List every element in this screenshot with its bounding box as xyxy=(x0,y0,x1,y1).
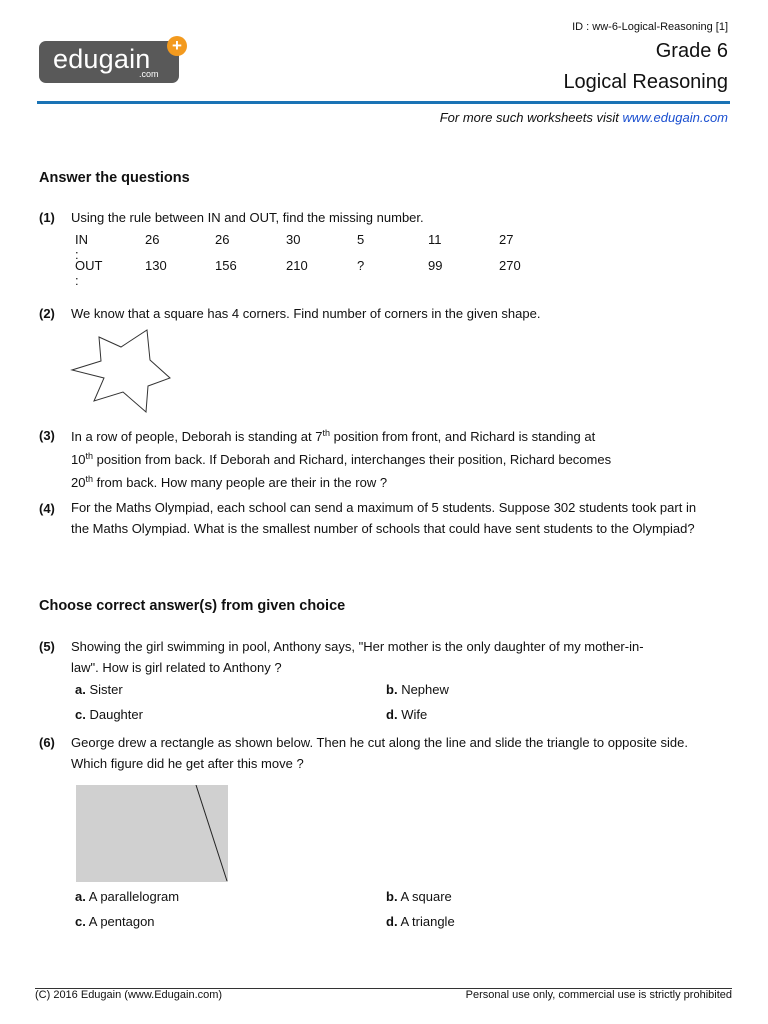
rectangle-shape xyxy=(76,785,228,882)
option-letter: b. xyxy=(386,889,398,904)
in-cell: 5 xyxy=(357,232,365,247)
in-cell: 30 xyxy=(286,232,301,247)
question-text-3 xyxy=(71,426,731,493)
out-label: OUT : xyxy=(75,258,103,288)
rectangle-cut-figure xyxy=(76,785,228,882)
question-number-3: (3) xyxy=(39,428,55,443)
option-d[interactable] xyxy=(386,707,427,722)
in-label: IN : xyxy=(75,232,88,262)
grade-title: Grade 6 xyxy=(655,40,728,62)
out-cell: 270 xyxy=(499,258,521,273)
out-cell: 99 xyxy=(428,258,443,273)
question-text-1: Using the rule between IN and OUT, find the missing number. xyxy=(71,210,424,225)
question-text-6: George drew a rectangle as shown below. Then he cut along the line and slide the triangle to opposite side. Which figure did he get after this move ? xyxy=(71,735,688,771)
question-text-4: For the Maths Olympiad, each school can send a maximum of 5 students. Suppose 302 students took part in the Maths Olympiad. What is the smallest number of schools that could have sent students to the Olympiad? xyxy=(71,500,697,536)
out-cell: 130 xyxy=(145,258,167,273)
q3-line1-end: position from front, and Richard is standing at xyxy=(330,429,596,444)
option-letter: d. xyxy=(386,914,398,929)
option-text: Daughter xyxy=(89,707,143,722)
logo-plus-icon: + xyxy=(167,36,187,56)
header-divider xyxy=(37,101,730,104)
out-cell: 210 xyxy=(286,258,308,273)
question-3-line-2 xyxy=(71,449,731,470)
footer-copyright: (C) 2016 Edugain (www.Edugain.com) xyxy=(35,989,223,1001)
option-a[interactable] xyxy=(75,682,123,697)
question-number-1: (1) xyxy=(39,210,55,225)
option-text: Sister xyxy=(89,682,123,697)
option-d[interactable] xyxy=(386,914,455,929)
option-a[interactable] xyxy=(75,889,179,904)
logo-text: edugain xyxy=(53,44,151,74)
question-text-2: We know that a square has 4 corners. Find number of corners in the given shape. xyxy=(71,306,541,321)
six-point-star-figure xyxy=(68,326,172,416)
question-number-6: (6) xyxy=(39,735,55,750)
in-cell: 26 xyxy=(145,232,160,247)
q3-line1-sup: th xyxy=(322,428,331,438)
out-cell: 156 xyxy=(215,258,237,273)
footer-usage-note: Personal use only, commercial use is strictly prohibited xyxy=(465,989,732,1001)
option-text: Nephew xyxy=(401,682,449,697)
question-number-5: (5) xyxy=(39,639,55,654)
option-c[interactable] xyxy=(75,707,143,722)
edugain-link[interactable]: www.edugain.com xyxy=(622,110,728,125)
out-cell: ? xyxy=(357,258,365,273)
option-text: A square xyxy=(400,889,452,904)
option-text: A pentagon xyxy=(88,914,155,929)
option-letter: c. xyxy=(75,707,86,722)
question-text-5: Showing the girl swimming in pool, Anthony says, "Her mother is the only daughter of my mother-in-law". How is girl related to Anthony ? xyxy=(71,639,644,675)
option-b[interactable] xyxy=(386,682,449,697)
q3-line1-start: In a row of people, Deborah is standing at 7 xyxy=(71,429,323,444)
option-text: Wife xyxy=(401,707,428,722)
q3-line3-sup: th xyxy=(85,474,93,484)
option-text: A parallelogram xyxy=(88,889,180,904)
q3-line2-end: position from back. If Deborah and Richard, interchanges their position, Richard becomes xyxy=(92,452,612,467)
question-3-line-3 xyxy=(71,472,731,493)
option-letter: d. xyxy=(386,707,398,722)
question-number-4: (4) xyxy=(39,501,55,516)
q3-line2-sup: th xyxy=(85,451,93,461)
worksheet-id: ID : ww-6-Logical-Reasoning [1] xyxy=(572,21,728,33)
subject-title: Logical Reasoning xyxy=(563,71,728,93)
option-c[interactable] xyxy=(75,914,155,929)
q3-line3-end: from back. How many people are their in the row ? xyxy=(92,475,388,490)
more-worksheets-text: For more such worksheets visit xyxy=(439,110,619,125)
option-letter: c. xyxy=(75,914,86,929)
section-heading-choose: Choose correct answer(s) from given choice xyxy=(39,598,346,614)
more-worksheets-line xyxy=(440,110,728,125)
option-b[interactable] xyxy=(386,889,452,904)
logo-com: .com xyxy=(139,69,159,79)
option-letter: b. xyxy=(386,682,398,697)
in-cell: 27 xyxy=(499,232,514,247)
edugain-logo xyxy=(39,41,179,83)
option-text: A triangle xyxy=(400,914,455,929)
section-heading-answer: Answer the questions xyxy=(39,170,190,186)
q3-line3-start: 20 xyxy=(71,475,86,490)
in-cell: 11 xyxy=(428,232,442,247)
option-letter: a. xyxy=(75,682,86,697)
in-cell: 26 xyxy=(215,232,230,247)
q3-line2-start: 10 xyxy=(71,452,86,467)
question-number-2: (2) xyxy=(39,306,55,321)
option-letter: a. xyxy=(75,889,86,904)
question-3-line-1 xyxy=(71,426,731,447)
